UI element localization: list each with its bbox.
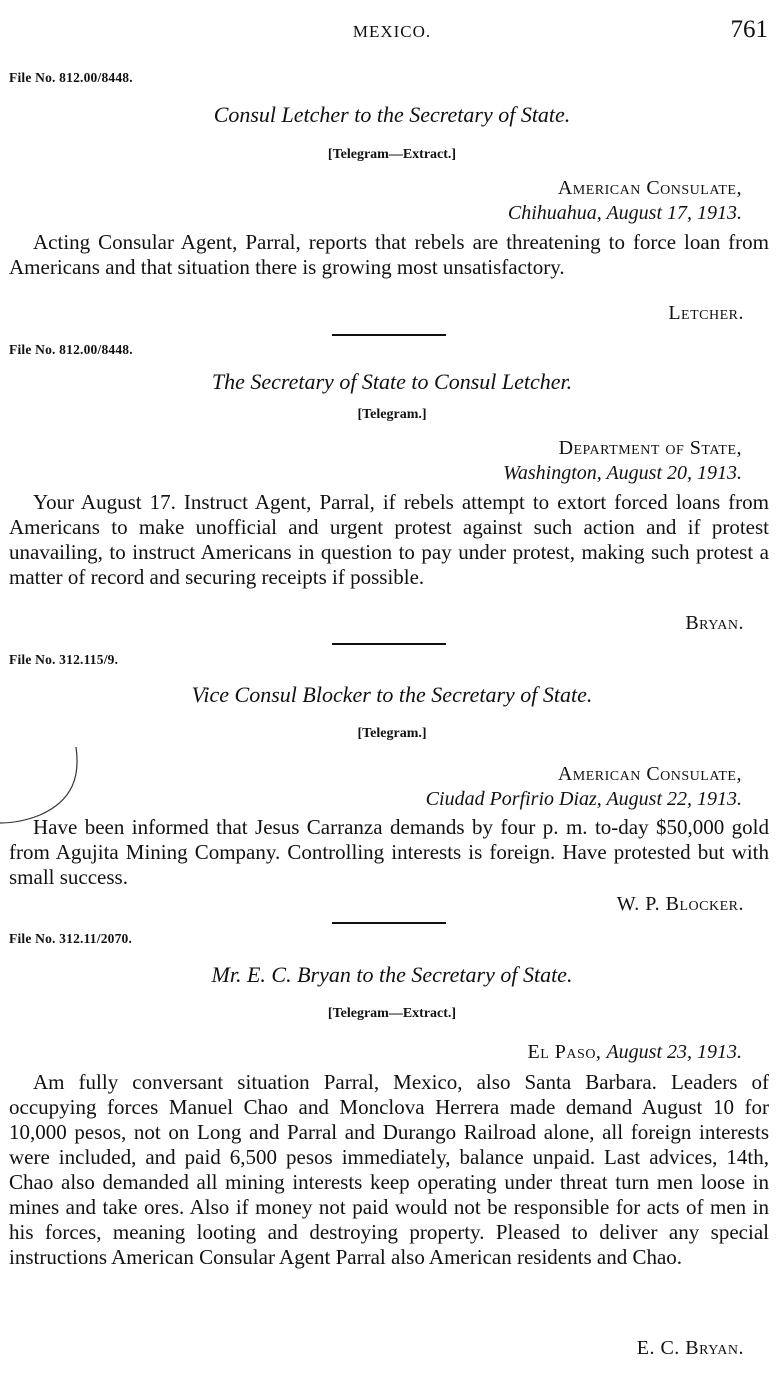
file-number: File No. 312.115/9. — [9, 652, 119, 667]
file-number: File No. 312.11/2070. — [9, 931, 133, 946]
signature: W. P. Blocker. — [616, 893, 744, 915]
document-type: [Telegram—Extract.] — [327, 147, 457, 162]
telegram-body: Your August 17. Instruct Agent, Parral, if rebels attempt to extort forced loans from Americans to make unofficial and urgent protest against such action and if protest unavailing, to instruct Americans in question to pay under protest, making such protest a matter of record and securing receipts if possible. — [9, 490, 769, 589]
document-type: [Telegram—Extract.] — [327, 1006, 457, 1021]
sender-block — [426, 762, 742, 812]
pencil-mark-icon — [0, 745, 90, 835]
signature: Bryan. — [685, 612, 744, 634]
sender-office: Department of State, — [558, 437, 742, 459]
section-divider — [332, 643, 446, 645]
sender-office: American Consulate, — [557, 763, 742, 785]
signature: E. C. Bryan. — [636, 1337, 744, 1359]
sender-office: El Paso, — [527, 1041, 602, 1063]
document-type: [Telegram.] — [357, 726, 427, 741]
sender-office: American Consulate, — [557, 177, 742, 199]
document-title: Mr. E. C. Bryan to the Secretary of State. — [211, 962, 573, 987]
sender-block — [528, 1040, 742, 1065]
sender-block — [508, 176, 742, 226]
document-title: The Secretary of State to Consul Letcher. — [211, 369, 573, 394]
place-date: August 23, 1913. — [606, 1041, 742, 1063]
page-number: 761 — [730, 16, 768, 43]
document-title: Consul Letcher to the Secretary of State. — [213, 102, 571, 127]
telegram-body: Am fully conversant situation Parral, Mexico, also Santa Barbara. Leaders of occupying forces Manuel Chao and Monclova Herrera made demand August 10 for 10,000 pesos, not on Long and Parral and Durango Railroad alone, all foreign interests were included, and paid 6,500 pesos immediately, balance unpaid. Last advices, 14th, Chao also demanded all mining interests keep operating under threat turn men loose in mines and take ores. Also if money not paid would not be responsible for acts of men in his forces, meaning looting and destroying property. Pleased to deliver any special instructions American Consular Agent Parral also American residents and Chao. — [9, 1070, 769, 1269]
page-header — [0, 16, 784, 52]
place-date: Chihuahua, August 17, 1913. — [507, 202, 742, 224]
section-divider — [332, 334, 446, 336]
telegram-body: Acting Consular Agent, Parral, reports that rebels are threatening to force loan from Americans and that situation there is growing most unsatisfactory. — [9, 230, 769, 279]
sender-block — [503, 436, 742, 486]
place-date: Washington, August 20, 1913. — [503, 462, 742, 484]
telegram-body: Have been informed that Jesus Carranza demands by four p. m. to-day $50,000 gold from Agujita Mining Company. Controlling interests is foreign. Have protested but with small success. — [9, 815, 769, 889]
running-head: MEXICO. — [352, 22, 432, 41]
file-number: File No. 812.00/8448. — [9, 342, 133, 357]
section-divider — [332, 922, 446, 924]
place-date: Ciudad Porfirio Diaz, August 22, 1913. — [425, 788, 742, 810]
file-number: File No. 812.00/8448. — [9, 70, 133, 85]
document-title: Vice Consul Blocker to the Secretary of State. — [191, 682, 593, 707]
document-type: [Telegram.] — [357, 407, 427, 422]
signature: Letcher. — [668, 302, 744, 324]
